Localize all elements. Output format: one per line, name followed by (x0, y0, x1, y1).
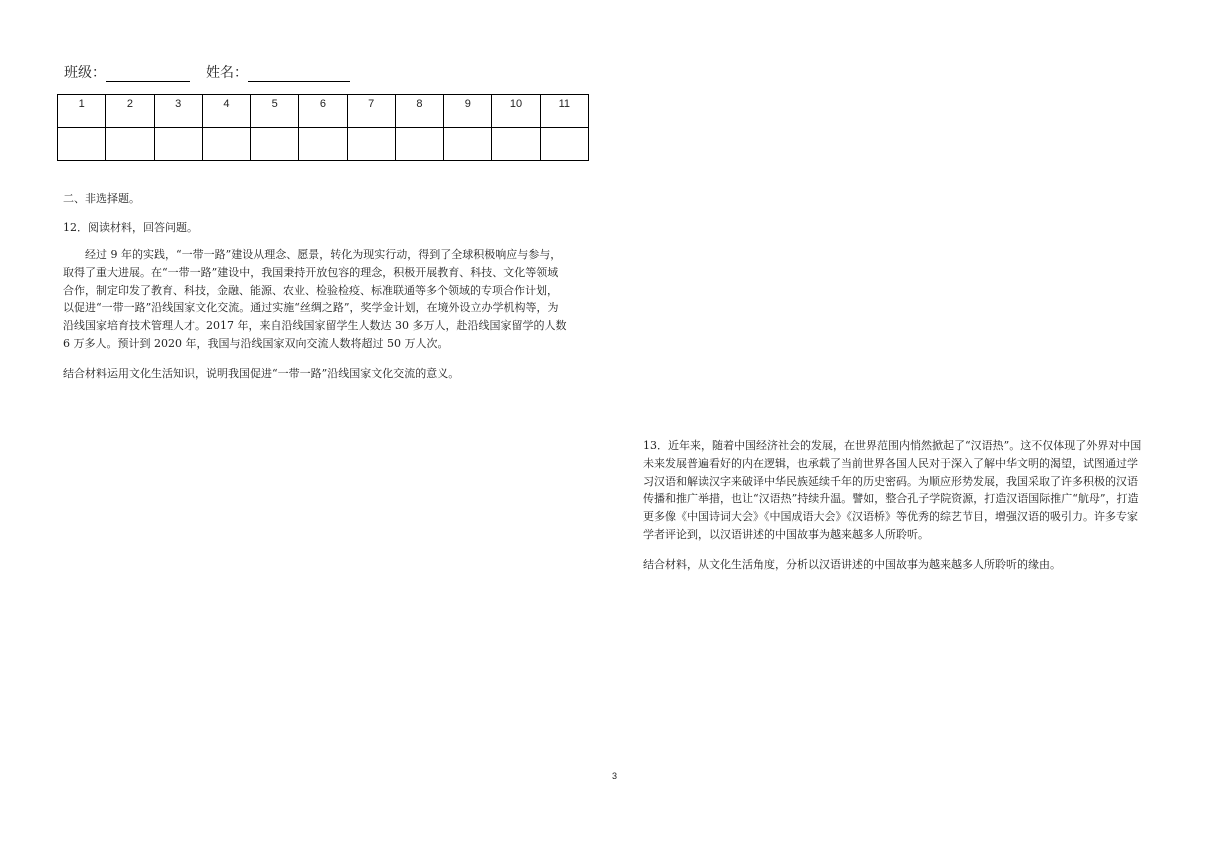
answer-cell[interactable] (251, 128, 299, 161)
q12-title: 12．阅读材料，回答问题。 (63, 221, 198, 234)
answer-cell[interactable] (492, 128, 540, 161)
answer-cell[interactable] (58, 128, 106, 161)
answer-cell[interactable] (444, 128, 492, 161)
question-number-cell: 9 (444, 95, 492, 128)
answer-cell[interactable] (540, 128, 588, 161)
name-label: 姓名： (206, 65, 248, 81)
q12-passage-line: 合作，制定印发了教育、科技，金融、能源、农业、检验检疫、标准联通等多个领域的专项合作计划， (63, 283, 558, 297)
question-number-cell: 7 (347, 95, 395, 128)
answer-grid-answer-row (58, 128, 589, 161)
question-number-cell: 10 (492, 95, 540, 128)
q13-passage-line: 13．近年来，随着中国经济社会的发展，在世界范围内悄然掀起了“汉语热”。这不仅体现了外界对中国 (643, 439, 1142, 452)
q13-passage-line: 更多像《中国诗词大会》《中国成语大会》《汉语桥》等优秀的综艺节目，增强汉语的吸引力。许多专家 (643, 510, 1138, 524)
question-number-cell: 4 (202, 95, 250, 128)
class-label: 班级： (64, 65, 106, 81)
question-number-cell: 8 (395, 95, 443, 128)
q13-passage-line: 未来发展普遍看好的内在逻辑，也承载了当前世界各国人民对于深入了解中华文明的渴望，试图通过学 (643, 456, 1138, 470)
q13-passage (643, 437, 1167, 544)
question-number-cell: 11 (540, 95, 588, 128)
answer-cell[interactable] (299, 128, 347, 161)
answer-cell[interactable] (202, 128, 250, 161)
q12-passage (63, 246, 591, 353)
q13-question: 结合材料，从文化生活角度，分析以汉语讲述的中国故事为越来越多人所聆听的缘由。 (643, 558, 1061, 571)
question-number-cell: 6 (299, 95, 347, 128)
answer-cell[interactable] (154, 128, 202, 161)
q13-passage-line: 学者评论到，以汉语讲述的中国故事为越来越多人所聆听。 (643, 527, 929, 541)
name-blank-line[interactable] (248, 65, 350, 82)
student-info-header (64, 62, 350, 82)
section-title: 二、非选择题。 (63, 192, 140, 205)
q13-passage-line: 传播和推广举措，也让“汉语热”持续升温。譬如，整合孔子学院资源，打造汉语国际推广“航母”，打造 (643, 492, 1139, 506)
q12-passage-line: 经过 9 年的实践，“一带一路”建设从理念、愿景，转化为现实行动，得到了全球积极响应与参与， (63, 248, 562, 261)
question-number-cell: 2 (106, 95, 154, 128)
question-number-cell: 1 (58, 95, 106, 128)
question-number-cell: 3 (154, 95, 202, 128)
class-blank-line[interactable] (106, 65, 190, 82)
page-number: 3 (611, 771, 617, 781)
answer-grid-number-row (58, 95, 589, 128)
q12-passage-line: 以促进“一带一路”沿线国家文化交流。通过实施“丝绸之路”，奖学金计划，在境外设立办学机构等，为 (63, 301, 559, 315)
answer-grid (57, 94, 589, 161)
q12-passage-line: 6 万多人。预计到 2020 年，我国与沿线国家双向交流人数将超过 50 万人次。 (63, 336, 449, 350)
answer-cell[interactable] (395, 128, 443, 161)
q12-passage-line: 取得了重大进展。在“一带一路”建设中，我国秉持开放包容的理念，积极开展教育、科技、文化等领域 (63, 265, 559, 279)
q13-passage-line: 习汉语和解读汉字来破译中华民族延续千年的历史密码。为顺应形势发展，我国采取了许多积极的汉语 (643, 474, 1138, 488)
q12-passage-line: 沿线国家培育技术管理人才。2017 年，来自沿线国家留学生人数达 30 多万人，赴沿线国家留学的人数 (63, 319, 567, 333)
q12-question: 结合材料运用文化生活知识，说明我国促进“一带一路”沿线国家文化交流的意义。 (63, 367, 460, 380)
answer-cell[interactable] (347, 128, 395, 161)
question-number-cell: 5 (251, 95, 299, 128)
answer-cell[interactable] (106, 128, 154, 161)
